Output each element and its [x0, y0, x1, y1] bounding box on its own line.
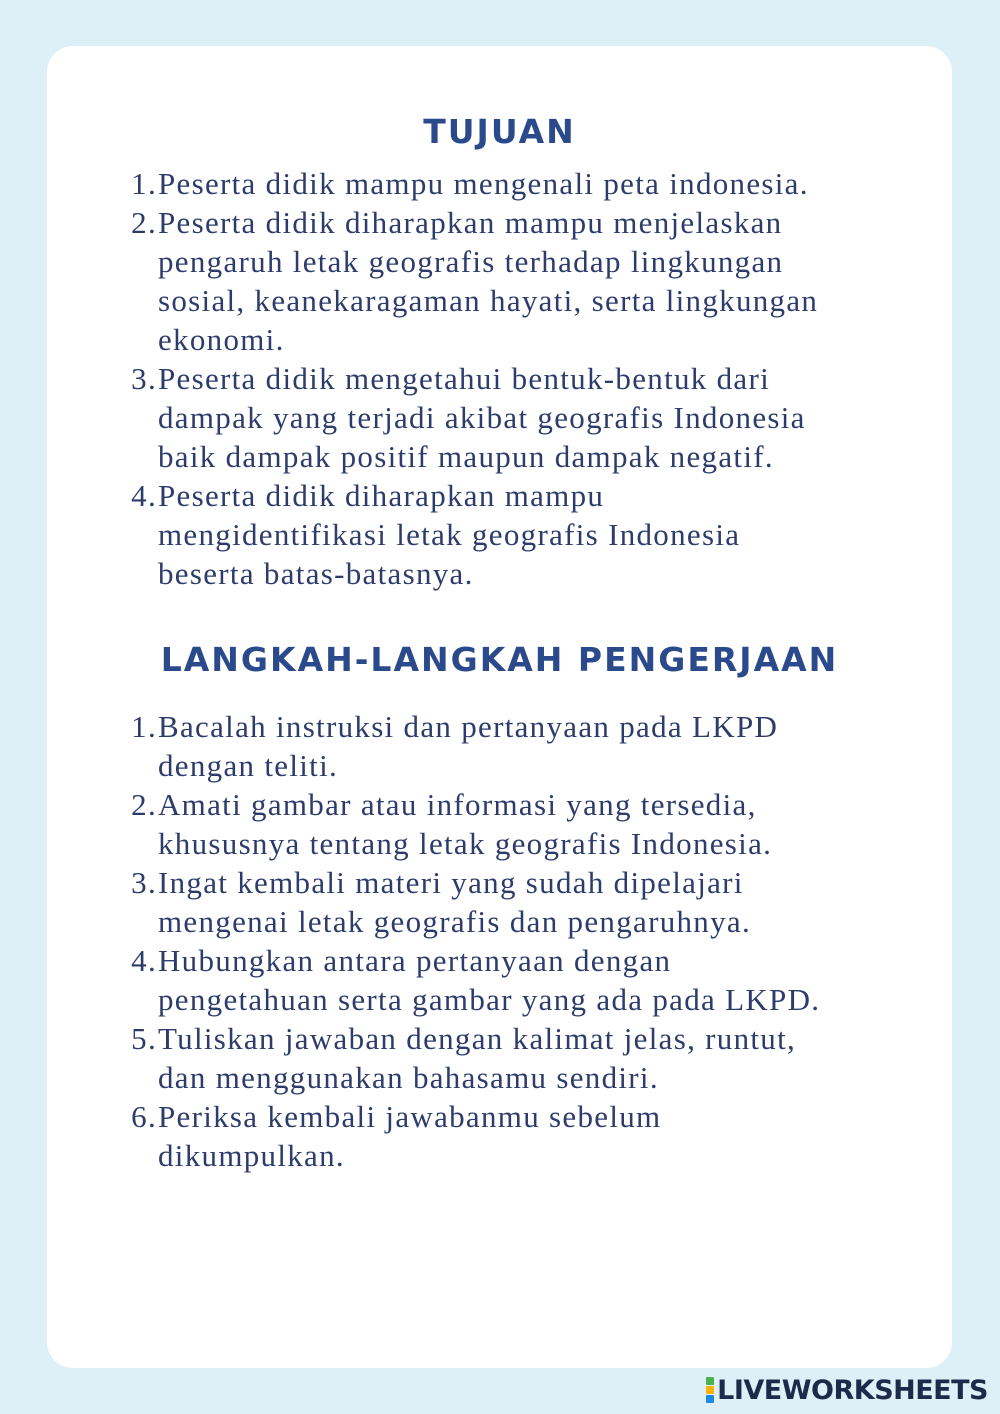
list-item: [47, 203, 847, 359]
tujuan-title: TUJUAN: [423, 112, 576, 151]
list-item: [47, 359, 847, 476]
list-item: [47, 863, 847, 941]
list-item: [47, 1019, 847, 1097]
logo-block-icon: [706, 1377, 714, 1385]
list-item: [47, 476, 847, 593]
list-item-text: Peserta didik diharapkan mampu menjelaskan pengaruh letak geografis terhadap lingkungan sosial, keanekaragaman hayati, serta lingkungan ekonomi.: [158, 205, 819, 357]
list-item: [47, 164, 847, 203]
list-item: [47, 707, 847, 785]
liveworksheets-logo-icon: [706, 1377, 714, 1403]
list-item-number: 4.: [131, 943, 157, 978]
brand-name: LIVEWORKSHEETS: [717, 1374, 988, 1406]
list-item: [47, 1097, 847, 1175]
logo-block-icon: [706, 1386, 714, 1394]
list-item-number: 5.: [131, 1021, 157, 1056]
list-item-text: Tuliskan jawaban dengan kalimat jelas, runtut, dan menggunakan bahasamu sendiri.: [158, 1021, 797, 1095]
list-item-number: 1.: [131, 709, 157, 744]
list-item: [47, 941, 847, 1019]
list-item-text: Hubungkan antara pertanyaan dengan pengetahuan serta gambar yang ada pada LKPD.: [158, 943, 821, 1017]
list-item-number: 2.: [131, 205, 157, 240]
list-item-text: Bacalah instruksi dan pertanyaan pada LKPD dengan teliti.: [158, 709, 779, 783]
list-item-text: Peserta didik mengetahui bentuk-bentuk dari dampak yang terjadi akibat geografis Indonesia baik dampak positif maupun dampak negatif.: [158, 361, 806, 474]
logo-block-icon: [706, 1395, 714, 1403]
list-item-number: 4.: [131, 478, 157, 513]
tujuan-list: [47, 164, 847, 593]
list-item-text: Amati gambar atau informasi yang tersedia, khususnya tentang letak geografis Indonesia.: [158, 787, 773, 861]
list-item: [47, 785, 847, 863]
list-item-number: 3.: [131, 865, 157, 900]
list-item-text: Periksa kembali jawabanmu sebelum dikumpulkan.: [158, 1099, 662, 1173]
list-item-text: Ingat kembali materi yang sudah dipelajari mengenai letak geografis dan pengaruhnya.: [158, 865, 751, 939]
liveworksheets-logo[interactable]: [706, 1374, 988, 1406]
list-item-number: 3.: [131, 361, 157, 396]
list-item-number: 1.: [131, 166, 157, 201]
langkah-list: [47, 707, 847, 1175]
list-item-text: Peserta didik diharapkan mampu mengidentifikasi letak geografis Indonesia beserta batas-batasnya.: [158, 478, 741, 591]
list-item-number: 2.: [131, 787, 157, 822]
content-card: [47, 46, 952, 1368]
langkah-title: LANGKAH-LANGKAH PENGERJAAN: [160, 640, 839, 679]
list-item-text: Peserta didik mampu mengenali peta indonesia.: [158, 166, 809, 201]
list-item-number: 6.: [131, 1099, 157, 1134]
